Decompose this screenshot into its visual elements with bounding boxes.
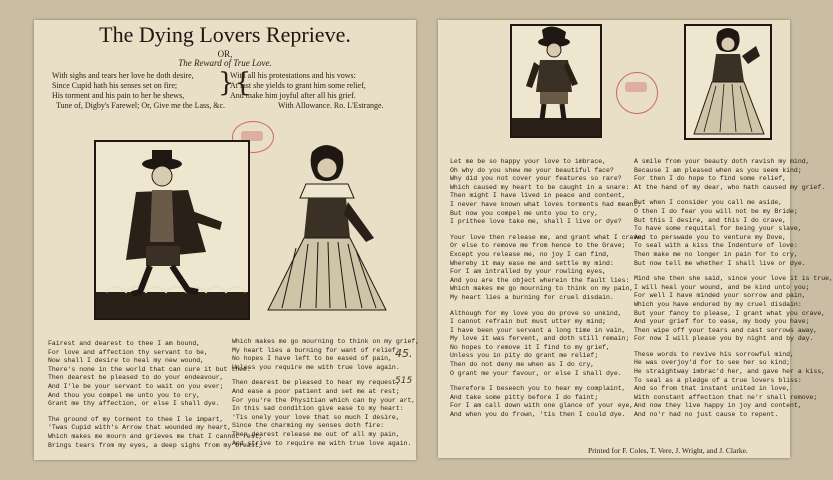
ballad-line: And when you do frown, 'tis then I could dye.: [450, 411, 626, 419]
ballad-column-1: [48, 340, 263, 450]
ballad-line: Therefore I beseech you to hear my complaint,: [450, 385, 626, 393]
ballad-line: A smile from your beauty doth ravish my mind,: [634, 158, 810, 165]
verse-line: With all his protestations and his vows:: [230, 71, 356, 80]
ballad-line: I will heal your wound, and be kind unto you;: [634, 283, 810, 291]
ballad-line: To have some requital for being your slave,: [634, 225, 802, 233]
ballad-line: Although for my love you do prove so unkind,: [450, 309, 622, 317]
ballad-line: Why did you not cover your features so rare?: [450, 175, 622, 183]
ballad-line: Then might I have lived in peace and content,: [450, 192, 626, 200]
ballad-line: Then dearest release me out of all my pain,: [232, 430, 400, 438]
ballad-line: To seal as a pledge of a true lovers bliss:: [634, 376, 802, 384]
ballad-line: Fairest and dearest to thee I am bound,: [48, 340, 201, 347]
ballad-line: No hopes to remove it I find to my grief,: [450, 343, 610, 351]
ballad-line: For I am intralled by your rowling eyes,: [450, 268, 607, 276]
ballad-line: And take some pitty before I do faint;: [450, 393, 599, 401]
ballad-line: In this sad condition give ease to my heart:: [232, 405, 404, 413]
ballad-line: But now tell me whether I shall live or dye.: [634, 259, 806, 267]
ballad-line: I have been your servant a long time in vain,: [450, 326, 626, 334]
ballad-line: Then do not deny me when as I do cry,: [450, 361, 595, 369]
handwritten-number: 45.: [395, 347, 413, 360]
ballad-line: And ease a poor patient and set me at rest;: [232, 387, 400, 395]
ballad-line: Then make me no longer in pain for to cry,: [634, 250, 798, 258]
ballad-line: For well I have minded your sorrow and pain,: [634, 292, 806, 300]
ballad-line: Which caused my heart to be caught in a snare:: [450, 183, 630, 191]
ballad-column-4: [634, 158, 833, 420]
ballad-line: Brings tears from my eyes, a deep sighs from my breast,: [48, 441, 263, 449]
ballad-line: For now I will please you by night and by day.: [634, 335, 814, 343]
ballad-line: Which makes me go mourning to think on my grief,: [232, 338, 420, 345]
ballad-line: For love and affection thy servant to be,: [48, 348, 208, 356]
woodcut-lady-with-fan-illustration: [684, 24, 772, 140]
ballad-line: And strive to require me with true love again.: [232, 439, 412, 447]
ballad-line: Now shall I desire to heal my new wound,: [48, 357, 205, 365]
intro-verse-left: [52, 71, 194, 101]
ballad-line: No hopes I have left to be eased of pain,: [232, 355, 392, 363]
ballad-line: Then dearest be pleased to hear my request,: [232, 379, 400, 387]
ballad-line: O then I do fear you will not be my Bride;: [634, 207, 798, 215]
woodcut-man-illustration: [94, 140, 250, 320]
right-broadside-sheet: [438, 20, 833, 458]
verse-line: And make him joyful after all his grief.: [230, 91, 356, 100]
ballad-line: My heart lies a burning for cruel disdain.: [450, 293, 614, 301]
ballad-line: My heart lies a burning for want of relief;: [232, 346, 400, 354]
ballad-line: For I am call down with one glance of your eye,: [450, 402, 634, 410]
ballad-line: Let me be so happy your love to imbrace,: [450, 158, 607, 165]
tune-line: Tune of, Digby's Farewel; Or, Give me the Lass, &c.: [56, 101, 226, 110]
broadside-title: The Dying Lovers Reprieve.: [99, 22, 351, 47]
brace-ornament: }{: [218, 68, 252, 98]
ballad-line: Your love then release me, and grant what I crave,: [450, 233, 646, 241]
ballad-line: Grant me thy affection, or else I shall dye.: [48, 400, 220, 408]
subtitle-or: OR,: [217, 49, 233, 59]
handwritten-number: 515: [395, 376, 413, 386]
ballad-line: And your grief for to ease, my body you have;: [634, 318, 810, 326]
ballad-line: But this I desire, and this I do crave,: [634, 216, 787, 224]
ballad-line: Oh why do you shew me your beautiful face?: [450, 166, 614, 174]
ballad-line: 'Twas Cupid with's Arrow that wounded my heart,: [48, 424, 232, 432]
ballad-line: The ground of my torment to thee I le impart,: [48, 415, 224, 423]
ballad-line: At the hand of my dear, who hath caused my grief.: [634, 183, 826, 191]
ballad-line: 'Tis onely your love that so much I desire,: [232, 413, 400, 421]
ballad-line: Mind she then she said, since your love it is true,: [634, 275, 833, 283]
left-broadside-sheet: [34, 20, 420, 460]
ballad-line: Which makes me go mourning to think on my pain,: [450, 285, 634, 293]
ballad-line: Since the charming my senses doth fire:: [232, 422, 385, 430]
library-stamp: [616, 72, 658, 114]
ballad-line: But now you compel me unto you to cry,: [450, 209, 599, 217]
ballad-line: And so from that instant united in love,: [634, 385, 791, 393]
ballad-column-3: [450, 158, 646, 420]
ballad-line: Except you release me, no joy I can find,: [450, 250, 610, 258]
ballad-line: For then I do hope to find some relief,: [634, 175, 787, 183]
ballad-line: There's none in the world that can cure it but thee:: [48, 365, 251, 373]
verse-line: His torment and his pain to her he shews,: [52, 91, 185, 100]
ballad-line: I cannot refrain but must utter my mind;: [450, 318, 607, 326]
ballad-line: Which makes me mourn and grieves me that I cannot rest,: [48, 432, 263, 440]
ballad-line: To seal with a kiss the Indenture of love:: [634, 242, 798, 250]
ballad-column-2: [232, 338, 420, 448]
ballad-line: Unless you in pity do grant me relief;: [450, 352, 599, 360]
ballad-line: My love it was fervent, and doth still remain;: [450, 335, 630, 343]
ballad-line: O grant me your favour, or else I shall dye.: [450, 369, 622, 377]
ballad-line: Unless you require me with true love again.: [232, 363, 400, 371]
verse-line: At last she yields to grant him some relief,: [230, 81, 366, 90]
subtitle: The Reward of True Love.: [178, 58, 272, 68]
ballad-line: Which you have endured by my cruel disdain:: [634, 300, 802, 308]
ballad-line: He was overjoy'd for to see her so kind;: [634, 359, 791, 367]
ballad-line: Whereby it may ease me and settle my mind:: [450, 259, 614, 267]
ballad-line: I prithee love take me, shall I live or dye?: [450, 218, 622, 226]
ballad-line: But when I consider you call me aside,: [634, 199, 783, 207]
ballad-line: These words to revive his sorrowful mind,: [634, 350, 794, 358]
ballad-line: Or else to remove me from hence to the Grave;: [450, 242, 626, 250]
ballad-line: Because I am pleased when as you seem kind;: [634, 166, 802, 174]
ballad-line: And now they live happy in joy and content,: [634, 402, 802, 410]
ballad-line: I never have known what loves torments had meant;: [450, 200, 642, 208]
ballad-line: With constant affection that ne'r shall remove;: [634, 393, 818, 401]
ballad-line: Then dearest be pleased to do your endeavour,: [48, 374, 224, 382]
allowance-line: With Allowance. Ro. L'Estrange.: [278, 101, 384, 110]
ballad-line: He straightway imbrac'd her, and gave her a kiss,: [634, 368, 826, 376]
ballad-line: Then wipe off your tears and cast sorrows away,: [634, 326, 818, 334]
woodcut-woman-illustration: [256, 138, 402, 314]
printer-imprint: Printed for F. Coles, T. Vere, J. Wright, and J. Clarke.: [588, 446, 748, 455]
ballad-line: And no'r had no just cause to repent.: [634, 411, 779, 419]
ballad-line: For you're the Physitian which can by your art,: [232, 396, 416, 404]
ballad-line: But your fancy to please, I grant what you crave,: [634, 309, 826, 317]
ballad-line: And thou you compel me unto you to cry,: [48, 391, 201, 399]
ballad-line: And I'le be your servant to wait on you ever;: [48, 382, 224, 390]
intro-verse-right: [230, 71, 366, 101]
verse-line: Since Cupid hath his senses set on fire;: [52, 81, 178, 90]
ballad-line: And to perswade you to venture my Dove,: [634, 233, 787, 241]
ballad-line: And you are the object wherein the fault lies:: [450, 276, 630, 284]
verse-line: With sighs and tears her love he doth desire,: [52, 71, 194, 80]
woodcut-gentleman-illustration: [510, 24, 602, 138]
